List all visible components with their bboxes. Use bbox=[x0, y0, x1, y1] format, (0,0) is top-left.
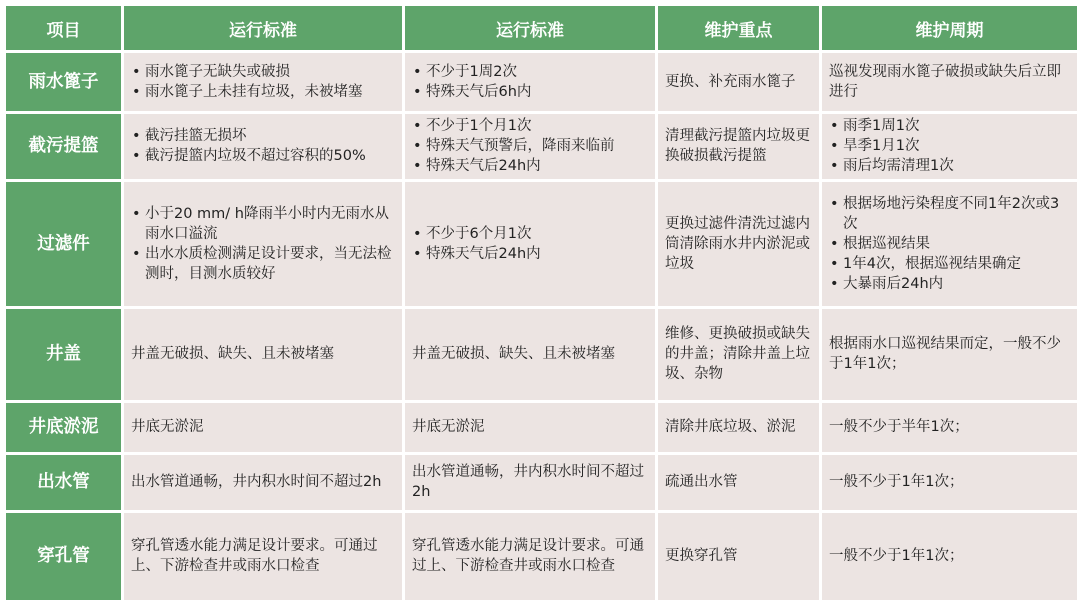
table-cell: 更换穿孔管 bbox=[658, 513, 819, 600]
bullet-list bbox=[412, 62, 648, 102]
list-item: • 特殊天气后24h内 bbox=[412, 156, 648, 176]
table-row bbox=[6, 403, 1077, 452]
table-cell bbox=[405, 114, 655, 179]
maintenance-table bbox=[3, 3, 1080, 603]
table-cell bbox=[822, 114, 1077, 179]
row-label: 穿孔管 bbox=[6, 513, 121, 600]
table-cell bbox=[124, 182, 402, 306]
list-item: • 根据场地污染程度不同1年2次或3次 bbox=[829, 194, 1070, 234]
table-row bbox=[6, 114, 1077, 179]
list-item: • 特殊天气预警后，降雨来临前 bbox=[412, 136, 648, 156]
bullet-list bbox=[412, 116, 648, 176]
header-maintenance-cycle: 维护周期 bbox=[822, 6, 1077, 50]
table-cell: 出水管道通畅，井内积水时间不超过2h bbox=[124, 455, 402, 510]
table-cell: 井底无淤泥 bbox=[405, 403, 655, 452]
row-label: 截污提篮 bbox=[6, 114, 121, 179]
table-row bbox=[6, 182, 1077, 306]
list-item: • 不少于1个月1次 bbox=[412, 116, 648, 136]
table-cell bbox=[405, 182, 655, 306]
header-item: 项目 bbox=[6, 6, 121, 50]
table-cell: 更换、补充雨水篦子 bbox=[658, 53, 819, 111]
header-maintenance-focus: 维护重点 bbox=[658, 6, 819, 50]
list-item: • 截污提篮内垃圾不超过容积的50% bbox=[131, 146, 395, 166]
bullet-list bbox=[131, 62, 395, 102]
list-item: • 小于20 mm/ h降雨半小时内无雨水从雨水口溢流 bbox=[131, 204, 395, 244]
table-row bbox=[6, 455, 1077, 510]
table-cell bbox=[405, 53, 655, 111]
bullet-list bbox=[829, 116, 1070, 176]
list-item: • 出水水质检测满足设计要求，当无法检测时，目测水质较好 bbox=[131, 244, 395, 284]
table-cell: 清理截污提篮内垃圾更换破损截污提篮 bbox=[658, 114, 819, 179]
list-item: • 雨水篦子上未挂有垃圾，未被堵塞 bbox=[131, 82, 395, 102]
header-operation-standard: 运行标准 bbox=[124, 6, 402, 50]
table-row bbox=[6, 53, 1077, 111]
table-cell: 巡视发现雨水篦子破损或缺失后立即进行 bbox=[822, 53, 1077, 111]
table-cell: 清除井底垃圾、淤泥 bbox=[658, 403, 819, 452]
table-cell bbox=[822, 182, 1077, 306]
list-item: • 根据巡视结果 bbox=[829, 234, 1070, 254]
list-item: • 1年4次，根据巡视结果确定 bbox=[829, 254, 1070, 274]
maintenance-table-container bbox=[3, 3, 1077, 603]
table-row bbox=[6, 513, 1077, 600]
bullet-list bbox=[131, 126, 395, 166]
row-label: 井底淤泥 bbox=[6, 403, 121, 452]
table-cell bbox=[124, 53, 402, 111]
bullet-list bbox=[829, 194, 1070, 294]
row-label: 井盖 bbox=[6, 309, 121, 400]
header-operation-standard-2: 运行标准 bbox=[405, 6, 655, 50]
table-cell: 穿孔管透水能力满足设计要求。可通过上、下游检查井或雨水口检查 bbox=[124, 513, 402, 600]
table-row bbox=[6, 309, 1077, 400]
bullet-list bbox=[131, 204, 395, 284]
table-cell: 根据雨水口巡视结果而定，一般不少于1年1次； bbox=[822, 309, 1077, 400]
table-cell: 疏通出水管 bbox=[658, 455, 819, 510]
list-item: • 特殊天气后6h内 bbox=[412, 82, 648, 102]
table-cell: 更换过滤件清洗过滤内筒清除雨水井内淤泥或垃圾 bbox=[658, 182, 819, 306]
list-item: • 截污挂篮无损坏 bbox=[131, 126, 395, 146]
row-label: 雨水篦子 bbox=[6, 53, 121, 111]
table-cell: 井盖无破损、缺失、且未被堵塞 bbox=[405, 309, 655, 400]
list-item: • 特殊天气后24h内 bbox=[412, 244, 648, 264]
table-cell: 一般不少于半年1次； bbox=[822, 403, 1077, 452]
list-item: • 不少于1周2次 bbox=[412, 62, 648, 82]
list-item: • 大暴雨后24h内 bbox=[829, 274, 1070, 294]
table-cell: 井盖无破损、缺失、且未被堵塞 bbox=[124, 309, 402, 400]
list-item: • 不少于6个月1次 bbox=[412, 224, 648, 244]
table-cell: 出水管道通畅，井内积水时间不超过2h bbox=[405, 455, 655, 510]
table-cell: 一般不少于1年1次； bbox=[822, 513, 1077, 600]
table-cell: 穿孔管透水能力满足设计要求。可通过上、下游检查井或雨水口检查 bbox=[405, 513, 655, 600]
list-item: • 旱季1月1次 bbox=[829, 136, 1070, 156]
list-item: • 雨季1周1次 bbox=[829, 116, 1070, 136]
header-row bbox=[6, 6, 1077, 50]
bullet-list bbox=[412, 224, 648, 264]
row-label: 过滤件 bbox=[6, 182, 121, 306]
list-item: • 雨水篦子无缺失或破损 bbox=[131, 62, 395, 82]
table-cell: 井底无淤泥 bbox=[124, 403, 402, 452]
row-label: 出水管 bbox=[6, 455, 121, 510]
table-cell: 维修、更换破损或缺失的井盖；清除井盖上垃圾、杂物 bbox=[658, 309, 819, 400]
table-cell: 一般不少于1年1次； bbox=[822, 455, 1077, 510]
list-item: • 雨后均需清理1次 bbox=[829, 156, 1070, 176]
table-cell bbox=[124, 114, 402, 179]
